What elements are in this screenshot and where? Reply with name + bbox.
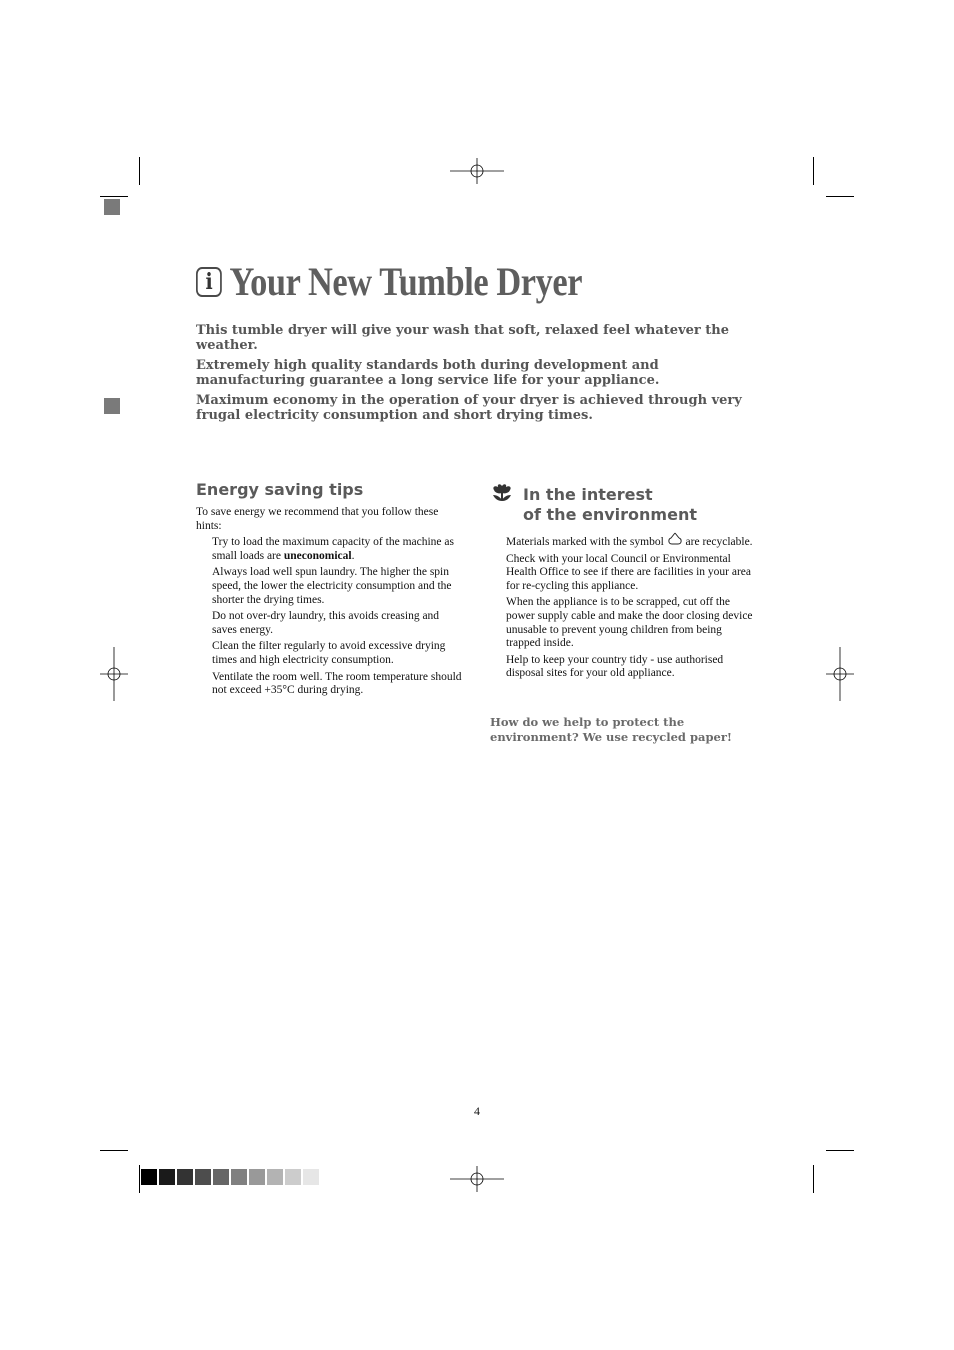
crop-mark [100,1150,128,1151]
energy-tip: Clean the filter regularly to avoid excessive drying times and high electricity consumption. [212,640,446,666]
margin-marker [104,398,120,414]
environment-item: When the appliance is to be scrapped, cut off the power supply cable and make the door closing device unusable to prevent young children from being trapped inside. [506,596,753,650]
energy-tip: Try to load the maximum capacity of the machine as small loads are uneconomical. [212,536,454,562]
intro-paragraph: This tumble dryer will give your wash that soft, relaxed feel whatever the weather. [196,323,729,353]
color-swatch [285,1169,301,1185]
intro-paragraph: Extremely high quality standards both during development and manufacturing guarantee a long service life for your appliance. [196,358,660,388]
crop-mark [139,157,140,185]
page-title-text: Your New Tumble Dryer [229,259,583,304]
page-number: 4 [474,1104,480,1118]
crop-mark [826,1150,854,1151]
page-title [196,258,582,305]
crop-mark [813,157,814,185]
energy-lead: To save energy we recommend that you follow these hints: [196,506,439,532]
crop-mark [139,1165,140,1193]
color-swatch [303,1169,319,1185]
color-swatch [195,1169,211,1185]
energy-tip: Do not over-dry laundry, this avoids creasing and saves energy. [212,610,440,636]
environment-item: Materials marked with the symbol are recyclable. [506,532,756,550]
color-calibration-strip [141,1169,319,1185]
color-swatch [231,1169,247,1185]
registration-mark-bottom [450,1166,504,1192]
energy-tip: Always load well spun laundry. The higher the spin speed, the lower the electricity consumption and the shorter the drying times. [212,566,452,606]
color-swatch [159,1169,175,1185]
intro-paragraph: Maximum economy in the operation of your dryer is achieved through very frugal electricity consumption and short drying times. [196,393,742,423]
energy-tip: Ventilate the room well. The room temperature should not exceed +35°C during drying. [212,670,462,697]
environment-item: Check with your local Council or Environmental Health Office to see if there are facilities in your area for re-cycling this appliance. [506,552,751,592]
recycled-paper-note: How do we help to protect the environment? We use recycled paper! [490,715,732,744]
environment-heading: In the interest of the environment [523,485,697,524]
environment-items [506,532,756,684]
margin-marker [104,199,120,215]
color-swatch [141,1169,157,1185]
registration-mark-left [100,647,128,701]
environment-item: Help to keep your country tidy - use authorised disposal sites for your old appliance. [506,653,724,680]
recycle-icon [667,532,683,546]
color-swatch [177,1169,193,1185]
color-swatch [213,1169,229,1185]
energy-heading: Energy saving tips [196,480,364,499]
intro-block [196,323,756,428]
color-swatch [249,1169,265,1185]
registration-mark-top [450,158,504,184]
info-icon: i [196,267,222,297]
crop-mark [826,196,854,197]
flower-icon [491,483,513,503]
color-swatch [267,1169,283,1185]
registration-mark-right [826,647,854,701]
crop-mark [813,1165,814,1193]
crop-mark [100,196,128,197]
energy-tips [196,506,464,701]
